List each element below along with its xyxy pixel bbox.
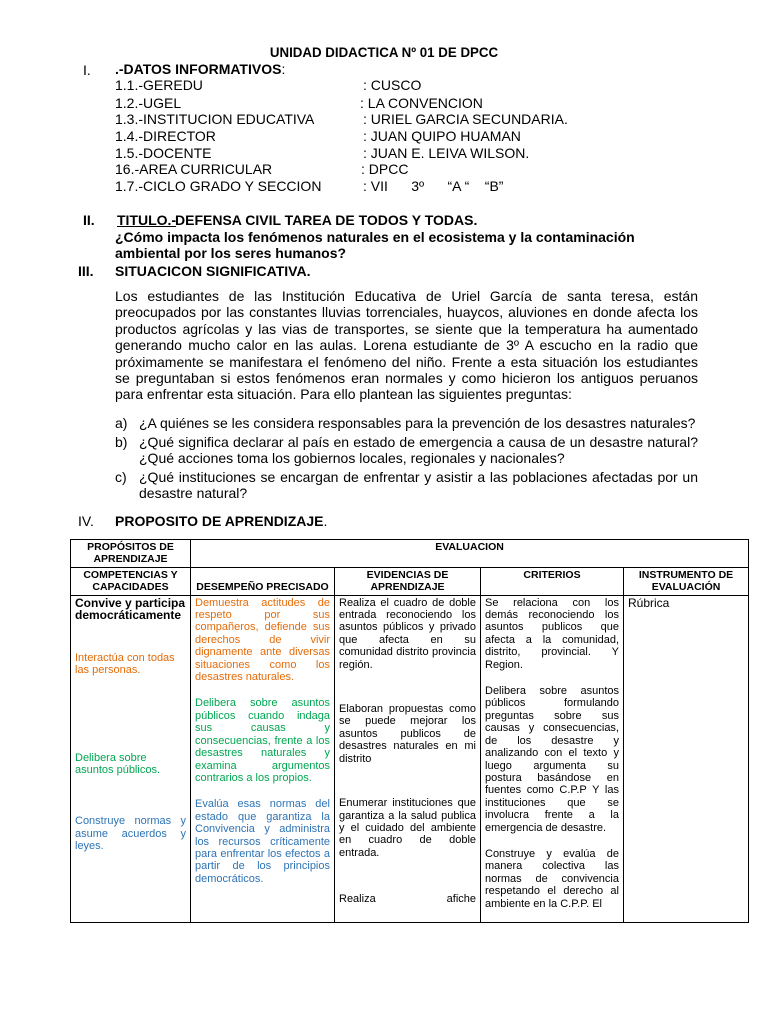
capacidad-item: Delibera sobre asuntos públicos. <box>75 751 160 777</box>
section-4-number: IV. <box>78 513 94 529</box>
section-4-heading-text: PROPOSITO DE APRENDIZAJE <box>115 513 324 529</box>
section-1-heading <box>115 61 285 78</box>
section-4-heading <box>115 513 327 530</box>
info-label: 1.3.-INSTITUCION EDUCATIVA <box>115 111 315 127</box>
competencias-cell <box>71 595 191 922</box>
desempeno-item: Delibera sobre asuntos públicos cuando indaga sus causas y consecuencias, frente a los desastres naturales y examina argumentos contrarios a los propios. <box>195 697 330 784</box>
info-value: : URIEL GARCIA SECUNDARIA. <box>363 111 568 127</box>
table-header-row <box>71 540 749 568</box>
question-text: ¿Qué significa declarar al país en estado de emergencia a causa de un desastre natural? ¿Qué acciones toma los gobiernos locales, regionales y nacionales? <box>139 433 698 466</box>
section-2-question-line1: ¿Cómo impacta los fenómenos naturales en el ecosistema y la contaminación <box>115 229 635 245</box>
instrumento-cell <box>624 595 749 922</box>
evidencia-item: Realiza afiche <box>339 893 476 906</box>
section-2-question-line2: ambiental por los seres humanos? <box>115 245 347 261</box>
desempeno-item: Demuestra actitudes de respeto por sus compañeros, defiende sus derechos de vivir dignamente ante diversas situaciones como los desastres naturales. <box>195 596 330 684</box>
desempeno-item: Evalúa esas normas del estado que garantiza la Convivencia y administra los recursos críticamente para enfrentar los efectos a partir de los principios democráticos. <box>195 798 330 885</box>
info-label: 16.-AREA CURRICULAR <box>115 161 273 177</box>
info-value: : CUSCO <box>363 77 422 93</box>
info-value: : LA CONVENCION <box>360 95 483 111</box>
header-competencias: COMPETENCIAS Y CAPACIDADES <box>71 567 191 595</box>
instrumento-value: Rúbrica <box>628 595 670 610</box>
table-row <box>71 595 749 922</box>
info-label: 1.5.-DOCENTE <box>115 145 212 161</box>
info-value: : VII 3º “A “ “B” <box>363 178 504 194</box>
section-4-heading-period: . <box>323 513 328 529</box>
situation-paragraph: Los estudiantes de las Institución Educativa de Uriel García de santa teresa, están preocupados por las constantes lluvias torrenciales, huaycos, aluviones en donde afecta los productos agrícolas y las vias de transportes, se siente que la temperatura ha aumentado generando mucho calor en las aulas. Lorena estudiante de 3º A escucho en la radio que próximamente se manifestara el fenómeno del niño. Frente a esta situación los estudiantes se preguntaban si estos fenómenos eran normales y como hicieron los antiguos peruanos para enfrentar esta situación. Para ello plantean las siguientes preguntas: <box>115 288 698 403</box>
info-value: : JUAN QUIPO HUAMAN <box>363 128 521 144</box>
header-instrumento: INSTRUMENTO DE EVALUACIÓN <box>624 567 749 595</box>
header-evaluacion: EVALUACION <box>191 540 749 568</box>
evidencias-cell <box>335 595 481 922</box>
evidencia-item: Enumerar instituciones que garantiza a la salud publica y el cuidado del ambiente en cuadro de doble entrada. <box>339 797 476 859</box>
info-value: : DPCC <box>361 161 409 177</box>
info-value: : JUAN E. LEIVA WILSON. <box>363 145 530 161</box>
info-label: 1.1.-GEREDU <box>115 77 203 93</box>
section-2-number: II. <box>83 212 95 228</box>
section-2-label: TITULO.- <box>117 212 177 228</box>
section-3-heading: SITUACICON SIGNIFICATIVA. <box>115 263 311 279</box>
question-letter: b) <box>115 433 128 450</box>
criterio-item: Se relaciona con los demás reconociendo los asuntos publicos que afecta a la comunidad, distrito, provincial. Y Region. <box>485 596 619 671</box>
info-label: 1.2.-UGEL <box>115 95 182 111</box>
criterios-cell <box>481 595 624 922</box>
criterio-item: Construye y evalúa de manera colectiva las normas de convivencia respetando el derecho al ambiente en la C.P.P. El <box>485 847 619 910</box>
document-title: UNIDAD DIDACTICA Nº 01 DE DPCC <box>269 44 499 60</box>
criterio-item: Delibera sobre asuntos públicos formulando preguntas sobre sus causas y consecuencias, de los desastre y analizando con el texto y luego argumenta su postura basándose en fuentes como C.P.P Y las instituciones que se involucra frente a la emergencia de desastre. <box>485 685 619 834</box>
section-3-number: III. <box>78 263 94 279</box>
header-criterios: CRITERIOS <box>481 567 624 595</box>
list-item <box>115 415 698 432</box>
section-2-title: DEFENSA CIVIL TAREA DE TODOS Y TODAS. <box>175 212 478 228</box>
capacidad-item: Construye normas y asume acuerdos y leyes. <box>75 815 186 853</box>
desempeno-cell <box>191 595 335 922</box>
questions-list <box>115 415 698 504</box>
learning-purpose-table <box>70 539 749 923</box>
header-evidencias: EVIDENCIAS DE APRENDIZAJE <box>335 567 481 595</box>
question-letter: a) <box>115 415 128 431</box>
question-text: ¿A quiénes se les considera responsables para la prevención de los desastres naturales? <box>139 415 696 431</box>
question-text: ¿Qué instituciones se encargan de enfrentar y asistir a las poblaciones afectadas por un desastre natural? <box>139 468 698 501</box>
list-item <box>115 469 698 502</box>
table-header-row <box>71 567 749 595</box>
section-1-heading-text: .-DATOS INFORMATIVOS <box>115 61 282 77</box>
evidencia-item: Elaboran propuestas como se puede mejorar los asuntos publicos de desastres naturales en mi distrito <box>339 703 476 765</box>
evidencia-item: Realiza el cuadro de doble entrada reconociendo los asuntos públicos y privado que afecta en su comunidad distrito provincia región. <box>339 596 476 671</box>
competencia-title: Convive y participa democráticamente <box>75 595 186 623</box>
header-propositos: PROPÓSITOS DE APRENDIZAJE <box>71 540 191 568</box>
info-label: 1.7.-CICLO GRADO Y SECCION <box>115 178 322 194</box>
section-1-heading-colon: : <box>281 61 286 77</box>
list-item <box>115 434 698 467</box>
info-label: 1.4.-DIRECTOR <box>115 128 216 144</box>
question-letter: c) <box>115 468 127 485</box>
section-1-number: I. <box>83 62 91 78</box>
header-desempeno: DESEMPEÑO PRECISADO <box>191 567 335 595</box>
capacidad-item: Interactúa con todas las personas. <box>75 651 175 677</box>
